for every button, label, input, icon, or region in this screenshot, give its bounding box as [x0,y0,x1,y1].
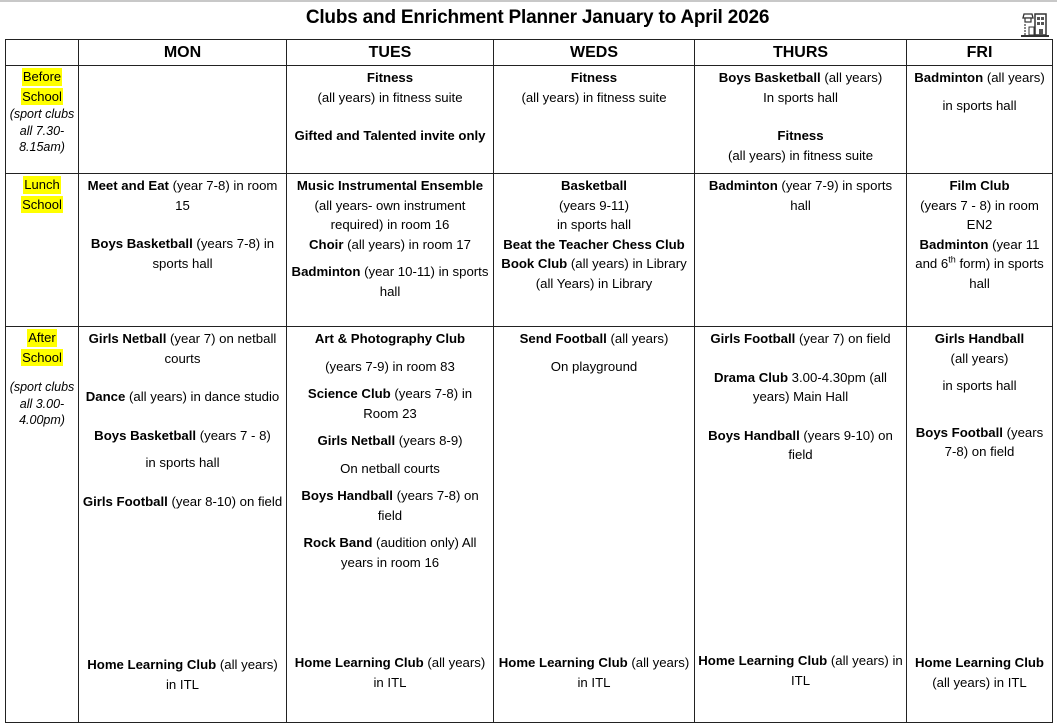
cell-lunch-thu [695,174,907,327]
club-entry: Boys Handball (years 7-8) on field [301,488,479,523]
cell-lunch-wed [494,174,695,327]
club-entry: Choir (all years) in room 17 [309,236,471,252]
club-entry: Home Learning Club (all years) in ITL [294,655,486,690]
lunch-row [6,174,1053,327]
club-entry: Badminton (year 11 and 6th form) in sports hall [915,236,1044,291]
club-detail: (all Years) in Library [535,275,653,291]
club-entry: Book Club (all years) in Library [501,256,687,271]
school-building-icon [1020,8,1050,38]
cell-before-thu [695,66,907,174]
top-border [0,0,1057,2]
club-entry: Badminton (year 10-11) in sports hall [291,264,489,299]
club-entry: Basketball [561,178,627,193]
day-header-thurs: THURS [695,40,907,66]
period-note: (sport clubs all 7.30-8.15am) [9,107,75,154]
club-entry: Fitness [777,128,824,143]
club-detail: (years 9-11) [558,197,630,213]
club-entry: Film Club [949,178,1010,193]
club-entry: Girls Handball [934,331,1025,346]
club-entry: Badminton (all years) [914,70,1045,85]
club-entry: Beat the Teacher Chess Club [503,236,685,252]
club-detail: (years 7-9) in room 83 [325,358,455,374]
club-entry: Home Learning Club (all years) in ITL [498,655,690,690]
club-detail: (all years) [950,350,1009,366]
club-entry: Boys Basketball (all years) [718,70,883,85]
club-entry: Science Club (years 7-8) in Room 23 [307,386,473,421]
club-detail: (all years) in fitness suite [317,89,463,105]
period-label: School [22,88,62,104]
cell-after-fri [907,327,1053,723]
club-entry: Fitness [570,70,618,85]
after-school-row [6,327,1053,723]
club-detail: in sports hall [942,97,1017,113]
club-detail: On playground [550,358,638,374]
period-label: After [28,330,56,345]
cell-after-wed [494,327,695,723]
club-entry: Rock Band (audition only) All years in room 16 [303,535,477,570]
period-label: Before [22,69,62,84]
club-entry: Home Learning Club (all years) in ITL [915,655,1044,690]
planner-table [5,39,1053,723]
club-entry: Girls Netball (year 7) on netball courts [88,331,277,366]
club-entry: Boys Basketball (years 7 - 8) [94,427,271,443]
club-entry: Badminton (year 7-9) in sports hall [708,178,893,213]
cell-lunch-tue [287,174,494,327]
club-entry: Dance (all years) in dance studio [85,389,280,404]
club-detail: in sports hall [942,378,1017,393]
club-detail: (all years) in fitness suite [521,89,667,105]
cell-after-tue [287,327,494,723]
cell-before-wed [494,66,695,174]
before-school-row [6,66,1053,174]
after-school-label [6,327,79,723]
cell-after-mon [79,327,287,723]
club-entry: Send Football (all years) [519,331,669,346]
club-entry: Gifted and Talented invite only [294,128,486,143]
club-entry: Fitness [366,70,414,85]
day-header-fri: FRI [907,40,1053,66]
before-school-label [6,66,79,174]
period-label: School [22,196,62,212]
cell-after-thu [695,327,907,723]
period-label: School [22,349,62,365]
cell-before-fri [907,66,1053,174]
period-label: Lunch [24,177,60,192]
page-title: Clubs and Enrichment Planner January to April 2026 [305,7,770,28]
lunch-label [6,174,79,327]
club-entry: Meet and Eat (year 7-8) in room 15 [87,178,278,213]
club-detail: in sports hall [145,455,220,470]
club-entry: Home Learning Club (all years) in ITL [87,657,278,692]
cell-before-tue [287,66,494,174]
club-entry: Boys Basketball (years 7-8) in sports hall [90,236,275,271]
day-header-tues: TUES [287,40,494,66]
club-entry: Music Instrumental Ensemble (all years- own instrument required) in room 16 [296,178,484,232]
club-entry: Drama Club 3.00-4.30pm (all years) Main Hall [714,369,887,404]
cell-lunch-mon [79,174,287,327]
club-entry: Art & Photography Club [314,331,466,346]
header-row [6,40,1053,66]
club-entry: Girls Netball (years 8-9) [317,433,463,448]
club-detail: On netball courts [340,460,440,476]
club-detail: (all years) in fitness suite [727,147,874,163]
club-entry: Girls Football (year 7) on field [710,331,891,346]
club-detail: in sports hall [556,217,632,232]
corner-cell [6,40,79,66]
club-entry: Boys Handball (years 9-10) on field [708,427,893,462]
cell-lunch-fri [907,174,1053,327]
club-detail: (years 7 - 8) in room EN2 [920,197,1039,232]
day-header-mon: MON [79,40,287,66]
period-note: (sport clubs all 3.00-4.00pm) [9,380,75,427]
club-detail: In sports hall [763,89,838,105]
club-entry: Girls Football (year 8-10) on field [82,493,283,509]
day-header-weds: WEDS [494,40,695,66]
cell-before-mon [79,66,287,174]
club-entry: Home Learning Club (all years) in ITL [698,653,903,688]
club-entry: Boys Football (years 7-8) on field [915,424,1044,459]
